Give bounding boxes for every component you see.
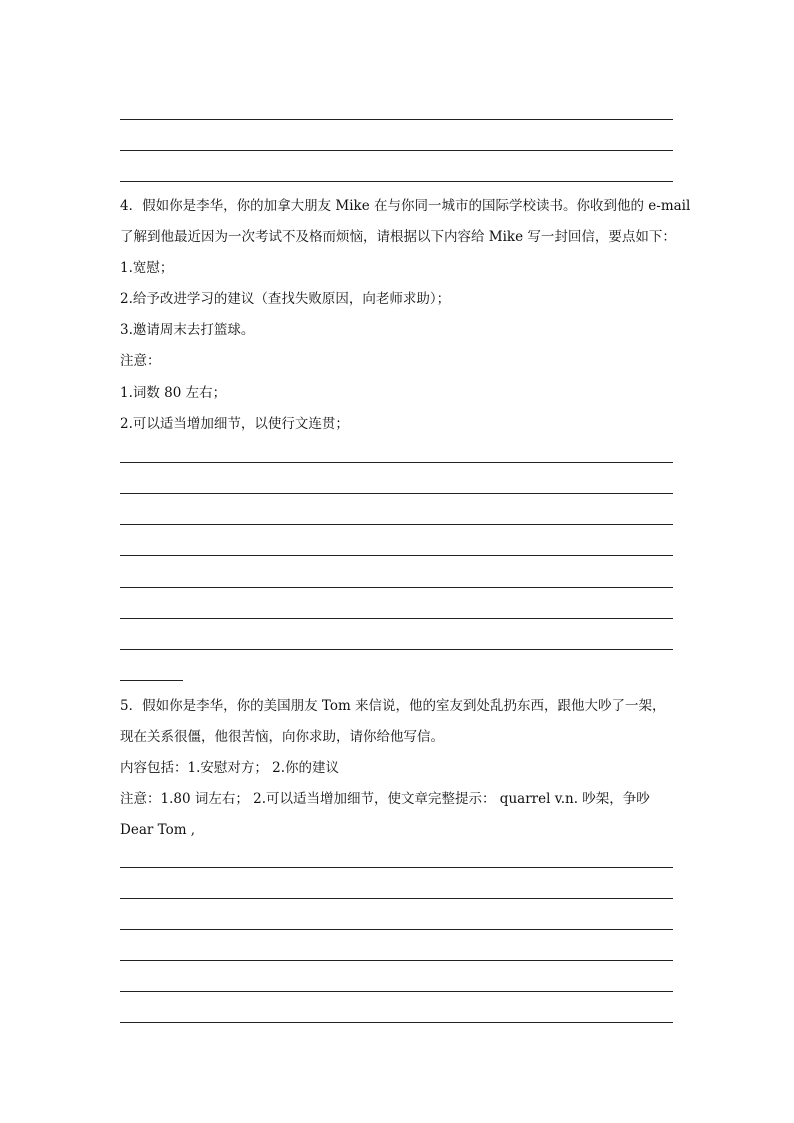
q4-point3: 3.邀请周末去打篮球。 (120, 322, 255, 338)
q4-note-label: 注意： (120, 353, 161, 369)
answer-line (120, 1022, 673, 1023)
answer-line (120, 555, 673, 556)
q4-note1: 1.词数 80 左右； (120, 385, 227, 401)
answer-line (120, 649, 673, 650)
q5-prompt-line1: 5．假如你是李华，你的美国朋友 Tom 来信说，他的室友到处乱扔东西，跟他大吵了一架， (120, 698, 666, 714)
answer-line (120, 898, 673, 899)
q5-salutation: Dear Tom , (120, 822, 196, 838)
q5-prompt-line2: 现在关系很僵，他很苦恼，向你求助，请你给他写信。 (120, 729, 444, 745)
answer-line (120, 181, 673, 182)
answer-line (120, 119, 673, 120)
q4-note2: 2.可以适当增加细节，以使行文连贯； (120, 416, 349, 432)
answer-line (120, 524, 673, 525)
q4-point2: 2.给予改进学习的建议（查找失败原因，向老师求助）； (120, 291, 451, 307)
answer-line (120, 929, 673, 930)
answer-line (120, 150, 673, 151)
answer-line (120, 867, 673, 868)
answer-line (120, 493, 673, 494)
q4-prompt-line1: 4．假如你是李华，你的加拿大朋友 Mike 在与你同一城市的国际学校读书。你收到他的 e-mail (120, 198, 691, 214)
answer-line (120, 462, 673, 463)
answer-line (120, 587, 673, 588)
answer-line (120, 960, 673, 961)
answer-line (120, 991, 673, 992)
q5-note: 注意：1.80 词左右； 2.可以适当增加细节，使文章完整提示： quarrel v.n. 吵架，争吵 (120, 791, 650, 807)
q4-point1: 1.宽慰； (120, 260, 174, 276)
short-answer-line (120, 680, 183, 681)
answer-line (120, 618, 673, 619)
q4-prompt-line2: 了解到他最近因为一次考试不及格而烦恼，请根据以下内容给 Mike 写一封回信，要点如下： (120, 229, 676, 245)
q5-content: 内容包括：1.安慰对方； 2.你的建议 (120, 760, 340, 776)
